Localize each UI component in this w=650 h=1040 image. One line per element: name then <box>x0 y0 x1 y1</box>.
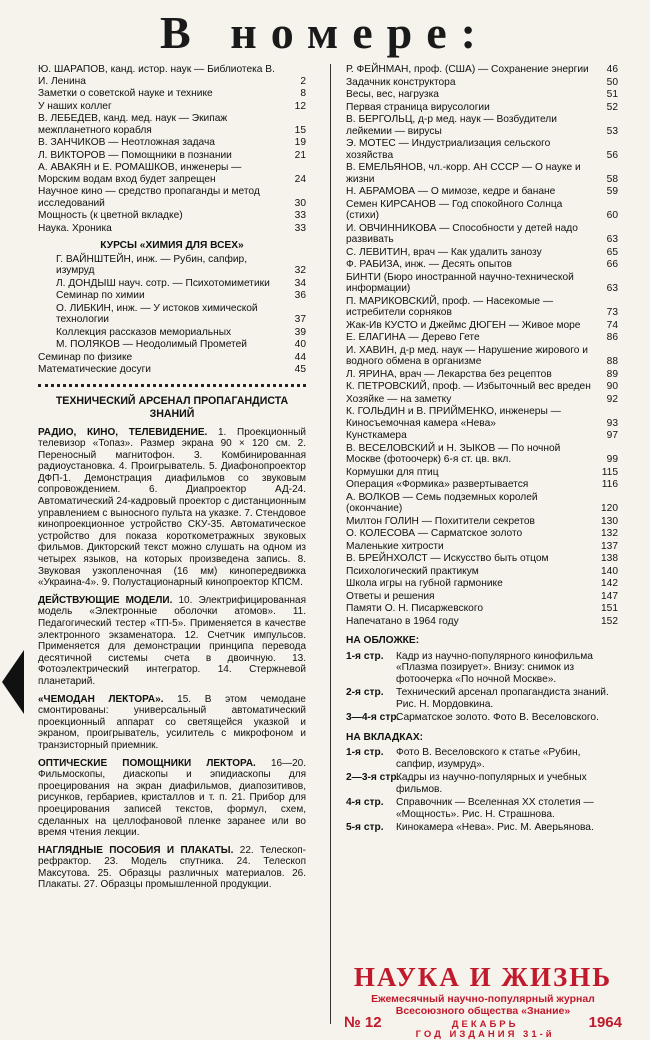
toc-entry-page: 8 <box>300 88 306 99</box>
toc-entry[interactable] <box>346 406 618 429</box>
toc-entry[interactable] <box>346 223 618 246</box>
toc-entry[interactable] <box>56 327 306 339</box>
toc-entry-title: Г. ВАЙНШТЕЙН, инж. — Рубин, сапфир, изумруд <box>56 253 248 276</box>
toc-entry-page: 59 <box>606 186 618 197</box>
toc-entry-title: У наших коллег <box>38 100 112 112</box>
toc-entry-page: 2 <box>300 75 306 87</box>
toc-entry-title: Милтон ГОЛИН — Похитители секретов <box>346 515 535 527</box>
toc-entry-title: Задачник конструктора <box>346 76 456 88</box>
issue-year: 1964 <box>588 1014 622 1031</box>
caption-entry <box>346 687 618 710</box>
toc-entry-page: 37 <box>294 314 306 325</box>
toc-entry-page: 138 <box>601 553 618 564</box>
toc-entry[interactable] <box>346 64 618 76</box>
toc-entry-title: Ответы и решения <box>346 590 435 602</box>
toc-entry-title: Коллекция рассказов мемориальных <box>56 326 232 338</box>
toc-entry-page: 34 <box>294 277 306 289</box>
toc-entry-page: 44 <box>294 351 306 363</box>
column-divider <box>330 64 331 1024</box>
toc-entry-page: 63 <box>606 283 618 294</box>
magazine-subtitle: Ежемесячный научно-популярный журнал Всесоюзного общества «Знание» <box>371 993 595 1017</box>
toc-entry-page: 63 <box>606 234 618 245</box>
courses-toc <box>38 254 306 351</box>
toc-entry-title: Напечатано в 1964 году <box>346 615 459 627</box>
arsenal-paragraph <box>38 595 306 688</box>
toc-entry[interactable] <box>346 591 618 603</box>
toc-entry-title: В. ЗАНЧИКОВ — Неотложная задача <box>38 137 215 148</box>
toc-entry-title: В. ВЕСЕЛОВСКИЙ и Н. ЗЫКОВ — По ночной Москве (фотоочерк) 6-я ст. цв. вкл. <box>346 442 561 465</box>
toc-entry-title: Семинар по физике <box>38 351 133 363</box>
toc-entry-page: 120 <box>601 503 618 514</box>
toc-entry[interactable] <box>346 345 618 368</box>
toc-entry-page: 116 <box>601 479 618 490</box>
caption-page: 3—4-я стр. <box>346 712 400 723</box>
toc-entry-page: 137 <box>601 540 618 552</box>
arsenal-paragraph-body: 16—20. Фильмоскопы, диаскопы и эпидиаскопы для проецирования на экран диафильмов, диапозитивов, рисунков, гербариев, кристаллов и т. п. 21. Прибор для проецирования записей текстов, формул, схем, сделанных на целлофановой пленке заранее или во время чтения лекции. <box>38 757 306 839</box>
arsenal-paragraph <box>38 694 306 752</box>
toc-entry-page: 115 <box>601 466 618 478</box>
toc-entry[interactable] <box>38 113 306 136</box>
toc-entry-title: Л. ДОНДЫШ науч. сотр. — Психотомиметики <box>56 277 270 289</box>
arrow-left-icon <box>2 650 24 714</box>
toc-entry[interactable] <box>346 138 618 161</box>
toc-entry-title: И. ОВЧИННИКОВА — Способности у детей надо развивать <box>346 222 578 245</box>
toc-entry-page: 52 <box>606 101 618 113</box>
toc-entry[interactable] <box>346 381 618 393</box>
toc-entry-page: 90 <box>606 381 618 392</box>
caption-text: Кинокамера «Нева». Рис. М. Аверьянова. <box>396 822 594 833</box>
toc-entry-title: Кунсткамера <box>346 430 407 441</box>
toc-entry[interactable] <box>346 516 618 528</box>
toc-entry-title: БИНТИ (Бюро иностранной научно-технической информации) <box>346 271 574 294</box>
cover-title: НА ОБЛОЖКЕ: <box>346 635 420 646</box>
arsenal-paragraph-head: НАГЛЯДНЫЕ ПОСОБИЯ И ПЛАКАТЫ. <box>38 844 234 856</box>
toc-entry[interactable] <box>38 150 306 162</box>
toc-entry[interactable] <box>56 278 306 290</box>
arsenal-paragraph <box>38 758 306 839</box>
caption-text: Справочник — Вселенная XX столетия — «Мощность». Рис. Н. Страшнова. <box>396 797 594 820</box>
caption-entry <box>346 747 618 770</box>
toc-entry[interactable] <box>38 210 306 222</box>
caption-page: 1-я стр. <box>346 650 384 662</box>
toc-entry-page: 33 <box>294 222 306 234</box>
toc-entry-page: 65 <box>606 246 618 258</box>
toc-entry-page: 99 <box>606 454 618 465</box>
toc-entry-title: Психологический практикум <box>346 565 479 577</box>
arsenal-text <box>38 427 306 892</box>
toc-entry-title: А. ВОЛКОВ — Семь подземных королей (окончание) <box>346 491 538 514</box>
toc-entry[interactable] <box>38 186 306 209</box>
toc-entry-page: 15 <box>294 124 306 136</box>
toc-entry-page: 36 <box>294 290 306 301</box>
toc-entry-title: Заметки о советской науке и технике <box>38 88 213 99</box>
toc-entry[interactable] <box>346 553 618 565</box>
toc-entry-title: И. ХАВИН, д-р мед. наук — Нарушение жирового и водного обмена в организме <box>346 344 588 367</box>
toc-entry-title: В. БРЕЙНХОЛСТ — Искусство быть отцом <box>346 553 549 564</box>
toc-entry-page: 86 <box>606 332 618 343</box>
toc-entry-title: Математические досуги <box>38 364 151 375</box>
issue-year-of-pub: ГОД ИЗДАНИЯ 31-й <box>415 1029 555 1040</box>
toc-entry-page: 142 <box>601 578 618 589</box>
toc-entry-page: 51 <box>606 89 618 100</box>
toc-entry-page: 73 <box>606 307 618 318</box>
caption-page: 2-я стр. <box>346 687 384 698</box>
toc-entry-title: К. ПЕТРОВСКИЙ, проф. — Избыточный вес вреден <box>346 381 591 392</box>
toc-entry[interactable] <box>346 89 618 101</box>
toc-entry-title: Операция «Формика» развертывается <box>346 479 529 490</box>
arsenal-paragraph-body: 10. Электрифицированная модель «Электронные оболочки атомов». 11. Педагогический тестер «ТП-5». Применяется в качестве электронного экзаменатора. 12. Счетчик импульсов. Применяется для демонстрации принципа перевода десятичной системы счета в двоичную. 13. Фотоэлектрический интегратор. 14. Стержневой планетарий. <box>38 594 306 687</box>
toc-entry-page: 24 <box>294 173 306 185</box>
left-toc-tail <box>38 352 306 376</box>
toc-entry[interactable] <box>38 223 306 235</box>
issue-month-block <box>416 1020 555 1040</box>
toc-entry-page: 50 <box>606 76 618 88</box>
toc-entry-title: Л. ВИКТОРОВ — Помощники в познании <box>38 149 232 161</box>
arsenal-paragraph <box>38 427 306 589</box>
toc-entry-title: Школа игры на губной гармонике <box>346 578 503 589</box>
toc-entry[interactable] <box>38 162 306 185</box>
toc-entry-page: 53 <box>606 125 618 137</box>
toc-entry[interactable] <box>346 247 618 259</box>
arsenal-paragraph-head: ДЕЙСТВУЮЩИЕ МОДЕЛИ. <box>38 594 173 606</box>
arsenal-paragraph-body: 22. Телескоп-рефрактор. 23. Модель спутника. 24. Телескоп Максутова. 25. Образцы различных материалов. 26. Плакаты. 27. Образцы промышленной продукции. <box>38 844 306 891</box>
caption-entry <box>346 822 618 834</box>
toc-entry-page: 147 <box>601 590 618 602</box>
toc-entry-page: 46 <box>606 64 618 75</box>
toc-entry-title: Памяти О. Н. Писаржевского <box>346 603 484 614</box>
toc-entry-page: 132 <box>601 528 618 539</box>
toc-entry-title: Жак-Ив КУСТО и Джеймс ДЮГЕН — Живое море <box>346 319 581 331</box>
toc-entry-page: 93 <box>606 417 618 429</box>
toc-entry[interactable] <box>346 199 618 222</box>
toc-entry[interactable] <box>56 290 306 302</box>
toc-entry-title: Р. ФЕЙНМАН, проф. (США) — Сохранение энергии <box>346 64 589 75</box>
arsenal-title: ТЕХНИЧЕСКИЙ АРСЕНАЛ ПРОПАГАНДИСТА ЗНАНИЙ <box>55 394 289 420</box>
toc-entry[interactable] <box>346 369 618 381</box>
magazine-logo: НАУКА И ЖИЗНЬ <box>353 962 613 992</box>
toc-entry[interactable] <box>346 492 618 515</box>
toc-entry-page: 152 <box>601 615 618 627</box>
toc-entry-title: Л. ЯРИНА, врач — Лекарства без рецептов <box>346 368 552 380</box>
toc-entry-page: 39 <box>294 326 306 338</box>
caption-page: 5-я стр. <box>346 822 384 833</box>
toc-entry-title: С. ЛЕВИТИН, врач — Как удалить занозу <box>346 246 542 258</box>
toc-entry-title: М. ПОЛЯКОВ — Неодолимый Прометей <box>56 339 247 350</box>
toc-entry[interactable] <box>346 162 618 185</box>
toc-entry[interactable] <box>346 296 618 319</box>
toc-entry[interactable] <box>38 137 306 149</box>
toc-entry-title: Е. ЕЛАГИНА — Дерево Гете <box>346 332 480 343</box>
toc-entry-title: А. АВАКЯН и Е. РОМАШКОВ, инженеры — Морским водам вход будет запрещен <box>38 162 242 185</box>
toc-entry-title: Хозяйке — на заметку <box>346 393 452 405</box>
left-column <box>38 64 306 897</box>
toc-entry-page: 66 <box>606 259 618 270</box>
cover-list <box>346 651 618 724</box>
toc-entry[interactable] <box>38 101 306 113</box>
toc-entry[interactable] <box>346 259 618 271</box>
toc-entry[interactable] <box>38 64 306 87</box>
caption-text: Сарматское золото. Фото В. Веселовского. <box>396 712 599 723</box>
toc-entry-title: Н. АБРАМОВА — О мимозе, кедре и банане <box>346 186 556 197</box>
toc-entry[interactable] <box>346 186 618 198</box>
caption-page: 4-я стр. <box>346 797 384 808</box>
toc-entry-title: Научное кино — средство пропаганды и метод исследований <box>38 186 260 209</box>
toc-entry[interactable] <box>38 88 306 100</box>
toc-entry[interactable] <box>346 102 618 114</box>
caption-page: 1-я стр. <box>346 747 384 758</box>
toc-entry-page: 74 <box>606 319 618 331</box>
arsenal-paragraph-head: РАДИО, КИНО, ТЕЛЕВИДЕНИЕ. <box>38 426 208 438</box>
toc-entry[interactable] <box>56 254 306 277</box>
toc-entry-page: 12 <box>294 100 306 112</box>
toc-entry-page: 140 <box>601 565 618 577</box>
toc-entry[interactable] <box>346 578 618 590</box>
arsenal-paragraph-body: 1. Проекционный телевизор «Топаз». Размер экрана 90 × 120 см. 2. Переносный магнитофон. 3. Комбинированная радиоустановка. 4. Проигрыватель. 5. Диафонопроектор ДФП-1. Демонстрация диафильмов со звуковым сопровождением. 6. Диапроектор АД-24. Автоматический 24-кадровый проектор с дистанционным управлением с выносного пульта на указке. 7. Стендовое кинопроекционное устройство СКУ-35. Автоматическое устройство для показа короткометражных звуковых фильмов. Дикторский текст можно слушать на одном из четырех языков, на которых произведена запись. 8. Звуковая узкопленочная (16 мм) кинопередвижка «Украина-4». 9. Полустационарный кинопроектор КПСМ. <box>38 426 306 589</box>
toc-entry-title: Э. МОТЕС — Индустриализация сельского хозяйства <box>346 138 551 161</box>
caption-entry <box>346 712 618 724</box>
arsenal-paragraph-head: ОПТИЧЕСКИЕ ПОМОЩНИКИ ЛЕКТОРА. <box>38 757 256 769</box>
toc-entry[interactable] <box>38 364 306 376</box>
toc-entry[interactable] <box>346 541 618 553</box>
inserts-title: НА ВКЛАДКАХ: <box>346 731 424 743</box>
caption-text: Кадр из научно-популярного кинофильма «Плазма позирует». Внизу: снимок из фотоочерка «По ночной Москве». <box>396 650 593 685</box>
toc-entry-page: 97 <box>606 430 618 441</box>
toc-entry-page: 19 <box>294 137 306 148</box>
toc-entry-title: Ф. РАБИЗА, инж. — Десять опытов <box>346 259 512 270</box>
caption-text: Технический арсенал пропагандиста знаний. Рис. Н. Мордовкина. <box>396 687 609 710</box>
courses-title: КУРСЫ «ХИМИЯ ДЛЯ ВСЕХ» <box>100 240 244 251</box>
caption-text: Фото В. Веселовского к статье «Рубин, сапфир, изумруд». <box>396 747 581 770</box>
toc-entry-page: 151 <box>601 603 618 614</box>
arsenal-paragraph-body: 15. В этом чемодане смонтированы: универсальный автоматический проекционный аппарат со светящейся указкой и экраном, проигрыватель, усилитель с микрофоном и транзисторный приемник. <box>38 693 306 751</box>
toc-entry[interactable] <box>56 303 306 326</box>
toc-entry[interactable] <box>346 272 618 295</box>
toc-entry[interactable] <box>346 394 618 406</box>
toc-entry-page: 92 <box>606 393 618 405</box>
toc-entry-page: 89 <box>606 368 618 380</box>
caption-entry <box>346 772 618 795</box>
dotted-divider <box>38 384 306 387</box>
toc-entry-page: 88 <box>606 356 618 367</box>
toc-entry[interactable] <box>346 479 618 491</box>
right-toc <box>346 64 618 627</box>
toc-entry-title: В. ЕМЕЛЬЯНОВ, чл.-корр. АН СССР — О науке и жизни <box>346 162 581 185</box>
toc-entry[interactable] <box>346 528 618 540</box>
toc-entry[interactable] <box>38 352 306 364</box>
caption-entry <box>346 651 618 686</box>
right-column <box>346 64 618 836</box>
toc-entry[interactable] <box>346 467 618 479</box>
toc-entry-title: Первая страница вирусологии <box>346 101 490 113</box>
toc-entry-title: Мощность (к цветной вкладке) <box>38 210 183 221</box>
toc-entry-title: Кормушки для птиц <box>346 466 439 478</box>
toc-entry-title: Семен КИРСАНОВ — Год спокойного Солнца (стихи) <box>346 198 563 221</box>
toc-entry-page: 30 <box>294 197 306 209</box>
toc-entry-title: О. КОЛЕСОВА — Сарматское золото <box>346 528 523 539</box>
toc-entry-title: К. ГОЛЬДИН и В. ПРИЙМЕНКО, инженеры — Киносъемочная камера «Нева» <box>346 406 561 429</box>
issue-month: ДЕКАБРЬ <box>451 1019 519 1030</box>
toc-entry-title: Маленькие хитрости <box>346 540 444 552</box>
caption-text: Кадры из научно-популярных и учебных фильмов. <box>396 772 587 795</box>
toc-entry-title: О. ЛИБКИН, инж. — У истоков химической технологии <box>56 302 258 325</box>
toc-entry-title: В. ЛЕБЕДЕВ, канд. мед. наук — Экипаж межпланетного корабля <box>38 113 228 136</box>
toc-entry-title: Семинар по химии <box>56 290 145 301</box>
toc-entry[interactable] <box>346 443 618 466</box>
caption-page: 2—3-я стр. <box>346 772 400 783</box>
toc-entry[interactable] <box>346 320 618 332</box>
toc-entry-title: П. МАРИКОВСКИЙ, проф. — Насекомые — истребители сорняков <box>346 295 554 318</box>
toc-entry-page: 58 <box>606 173 618 185</box>
toc-entry[interactable] <box>346 77 618 89</box>
page-title: В номере: <box>160 7 490 58</box>
toc-entry-page: 21 <box>294 149 306 161</box>
toc-entry[interactable] <box>346 332 618 344</box>
toc-entry[interactable] <box>346 603 618 615</box>
toc-entry-title: В. БЕРГОЛЬЦ, д-р мед. наук — Возбудители лейкемии — вирусы <box>346 114 557 137</box>
issue-info <box>344 1014 622 1040</box>
left-toc <box>38 64 306 234</box>
toc-entry-title: Наука. Хроника <box>38 222 112 234</box>
toc-entry[interactable] <box>346 430 618 442</box>
arsenal-paragraph <box>38 845 306 891</box>
arsenal-paragraph-head: «ЧЕМОДАН ЛЕКТОРА». <box>38 693 164 705</box>
toc-entry[interactable] <box>346 114 618 137</box>
inserts-list <box>346 747 618 834</box>
issue-number: № 12 <box>344 1014 382 1031</box>
caption-entry <box>346 797 618 820</box>
toc-entry-title: Весы, вес, нагрузка <box>346 89 439 100</box>
toc-entry-page: 40 <box>294 339 306 350</box>
toc-entry-title: Ю. ШАРАПОВ, канд. истор. наук — Библиотека В. И. Ленина <box>38 64 275 87</box>
toc-entry-page: 33 <box>294 210 306 221</box>
toc-entry-page: 60 <box>606 210 618 221</box>
toc-entry-page: 56 <box>606 149 618 161</box>
toc-entry-page: 130 <box>601 515 618 527</box>
toc-entry-page: 32 <box>294 265 306 276</box>
toc-entry[interactable] <box>346 566 618 578</box>
toc-entry-page: 45 <box>294 364 306 375</box>
toc-entry[interactable] <box>346 616 618 628</box>
toc-entry[interactable] <box>56 339 306 351</box>
